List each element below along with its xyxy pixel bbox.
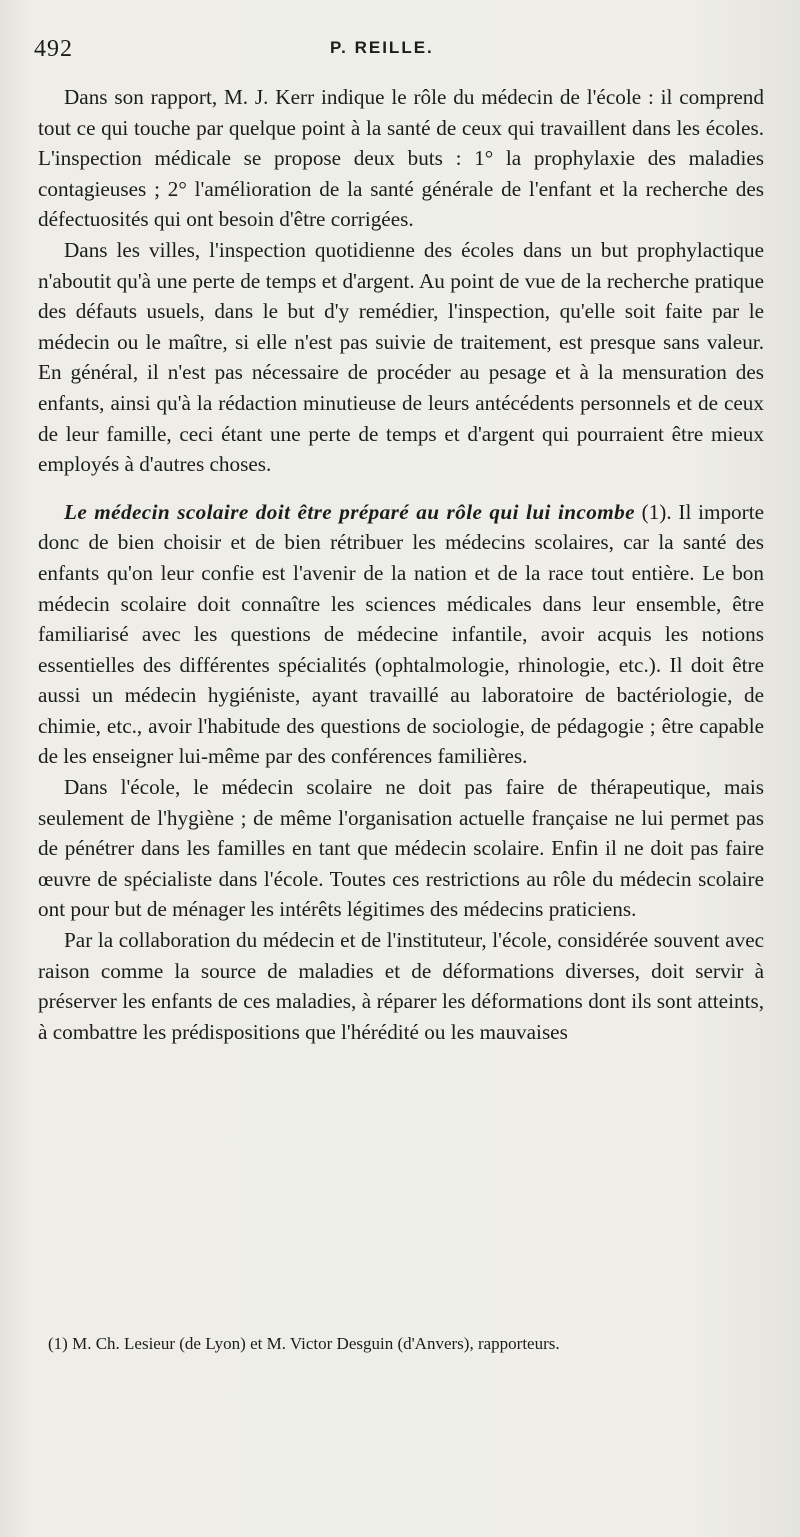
footnote xyxy=(38,1332,764,1356)
body-text xyxy=(38,82,764,1047)
section-lead-italic: Le médecin scolaire doit être préparé au rôle qui lui incombe xyxy=(64,499,635,524)
paragraph: Dans son rapport, M. J. Kerr indique le rôle du médecin de l'école : il comprend tout ce qui touche par quelque point à la santé de ceux qui travaillent dans les écoles. L'inspection médicale se propose deux buts : 1° la prophylaxie des maladies contagieuses ; 2° l'amélioration de la santé générale de l'enfant et la recherche des défectuosités qui ont besoin d'être corrigées. xyxy=(38,85,764,232)
page-header xyxy=(34,36,766,66)
running-head: P. REILLE. xyxy=(330,38,434,57)
paragraph: Par la collaboration du médecin et de l'instituteur, l'école, considérée souvent avec raison comme la source de maladies et de déformations diverses, doit servir à préserver les enfants de ces maladies, à réparer les déformations dont ils sont atteints, à combattre les prédispositions que l'hérédité ou les mauvaises xyxy=(38,928,764,1044)
paragraph: Dans les villes, l'inspection quotidienne des écoles dans un but prophylactique n'aboutit qu'à une perte de temps et d'argent. Au point de vue de la recherche pratique des défauts usuels, dans le but d'y remédier, l'inspection, qu'elle soit faite par le médecin ou le maître, si elle n'est pas suivie de traitement, est presque sans valeur. En général, il n'est pas nécessaire de procéder au pesage et à la mensuration des enfants, ainsi qu'à la rédaction minutieuse de leurs antécédents personnels et de ceux de leur famille, ceci étant une perte de temps et d'argent qui pourraient être mieux employés à d'autres choses. xyxy=(38,237,764,477)
footnote-reference: (1). xyxy=(634,499,672,524)
paragraph: Dans l'école, le médecin scolaire ne doit pas faire de thérapeutique, mais seulement de l'hygiène ; de même l'organisation actuelle française ne lui permet pas de pénétrer dans les familles en tant que médecin scolaire. Enfin il ne doit pas faire œuvre de spécialiste dans l'école. Toutes ces restrictions au rôle du médecin scolaire ont pour but de ménager les intérêts légitimes des médecins praticiens. xyxy=(38,775,764,922)
footnote-text: (1) M. Ch. Lesieur (de Lyon) et M. Victor Desguin (d'Anvers), rapporteurs. xyxy=(48,1334,560,1353)
section-paragraph xyxy=(38,497,764,772)
page-number: 492 xyxy=(34,36,73,62)
section-continuation: Il importe donc de bien choisir et de bien rétribuer les médecins scolaires, car la santé des enfants qu'on leur confie est l'avenir de la nation et de la race tout entière. Le bon médecin scolaire doit connaître les sciences médicales dans leur ensemble, être familiarisé avec les questions de médecine infantile, avoir acquis les notions essentielles des différentes spécialités (ophtalmologie, rhinologie, etc.). Il doit être aussi un médecin hygiéniste, ayant travaillé au laboratoire de bactériologie, de chimie, etc., avoir l'habitude des questions de sociologie, de pédagogie ; être capable de les enseigner lui-même par des conférences familières. xyxy=(38,499,764,769)
